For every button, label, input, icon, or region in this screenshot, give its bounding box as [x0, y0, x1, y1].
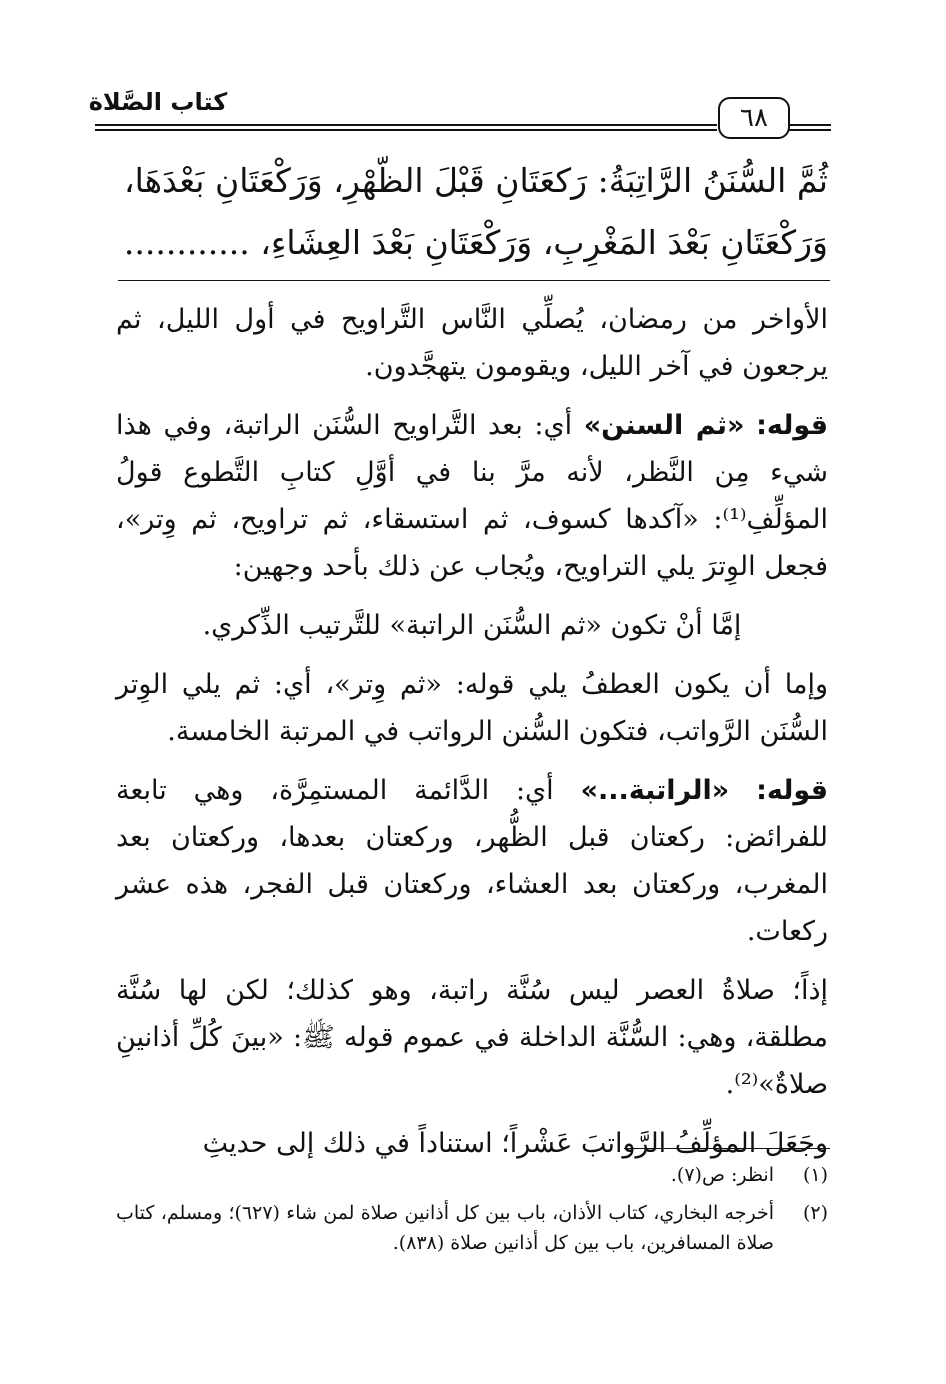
matn-separator-rule	[118, 280, 830, 281]
footnote-1-number: (١)	[802, 1164, 828, 1186]
footnote-2-number: (٢)	[802, 1202, 828, 1224]
paragraph-2-quote: «ثم السنن»	[583, 410, 745, 441]
paragraph-6: إذاً؛ صلاةُ العصر ليس سُنَّة راتبة، وهو كذلك؛ لكن لها سُنَّة مطلقة، وهي: السُّنَّة الداخلة في عموم قوله ﷺ: «بينَ كُلِّ أذانينِ صلاةٌ»⁽²⁾.	[116, 975, 828, 1100]
paragraph-2-label: قوله:	[756, 410, 828, 441]
footnotes	[116, 1160, 828, 1266]
paragraph-2	[116, 402, 828, 590]
paragraph-1: الأواخر من رمضان، يُصلِّي النَّاس التَّراويح في أول الليل، ثم يرجعون في آخر الليل، ويقومون يتهجَّدون.	[116, 304, 828, 382]
matn-line-2: وَرَكْعَتَانِ بَعْدَ المَغْرِبِ، وَرَكْعَتَانِ بَعْدَ العِشَاءِ، ............	[123, 223, 828, 262]
commentary-body	[116, 296, 828, 1179]
footnote-separator-rule	[624, 1148, 830, 1149]
header-rule-left	[95, 124, 717, 126]
header-rule-left-2	[95, 129, 717, 131]
page-number: ٦٨	[718, 97, 790, 139]
paragraph-7: وجَعَلَ المؤلِّفُ الرَّواتبَ عَشْراً؛ استناداً في ذلك إلى حديثِ	[202, 1128, 828, 1159]
footnote-2	[116, 1198, 828, 1258]
header-rule-right-2	[789, 129, 831, 131]
footnote-2-text: أخرجه البخاري، كتاب الأذان، باب بين كل أذانين صلاة لمن شاء (٦٢٧)؛ ومسلم، كتاب صلاة المسافرين، باب بين كل أذانين صلاة (٨٣٨).	[116, 1202, 774, 1254]
running-header-title: كتاب الصَّلاة	[88, 88, 228, 116]
paragraph-4: وإما أن يكون العطفُ يلي قوله: «ثم وِتر»، أي: ثم يلي الوِتر السُّنَن الرَّواتب، فتكون السُّنن الرواتب في المرتبة الخامسة.	[116, 669, 828, 747]
paragraph-5	[116, 767, 828, 955]
footnote-1-text: انظر: ص(٧).	[670, 1164, 774, 1186]
footnote-1	[116, 1160, 828, 1190]
header-rule-right	[789, 124, 831, 126]
matn-line-1: ثُمَّ السُّنَنُ الرَّاتِبَةُ: رَكعَتَانِ قَبْلَ الظّهْرِ، وَرَكْعَتَانِ بَعْدَهَا،	[123, 161, 828, 200]
paragraph-2-text: أي: بعد التَّراويح السُّنَن الراتبة، وفي هذا شيء مِن النَّظر، لأنه مرَّ بنا في أوَّلِ كتابِ التَّطوع قولُ المؤلِّفِ⁽¹⁾: «آكدها كسوف، ثم استسقاء، ثم تراويح، ثم وِتر»، فجعل الوِترَ يلي التراويح، ويُجاب عن ذلك بأحد وجهين:	[116, 410, 828, 582]
paragraph-3: إمَّا أنْ تكون «ثم السُّنَن الراتبة» للتَّرتيب الذِّكري.	[202, 610, 742, 641]
paragraph-5-quote: «الراتبة...»	[580, 775, 730, 806]
paragraph-5-text: أي: الدَّائمة المستمِرَّة، وهي تابعة للفرائض: ركعتان قبل الظُّهر، وركعتان بعدها، وركعتان بعد المغرب، وركعتان بعد العشاء، وركعتان قبل الفجر، هذه عشر ركعات.	[116, 775, 828, 947]
paragraph-5-label: قوله:	[756, 775, 828, 806]
